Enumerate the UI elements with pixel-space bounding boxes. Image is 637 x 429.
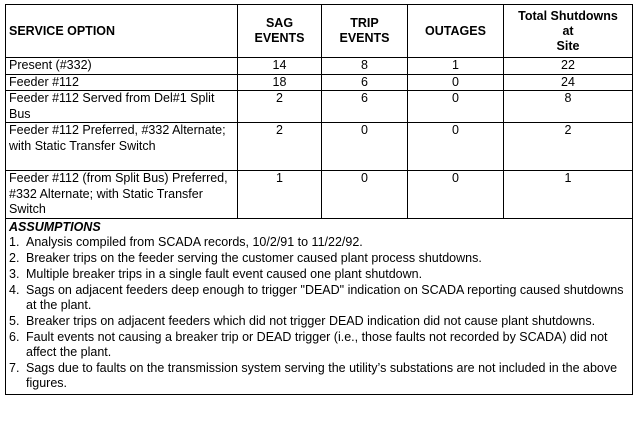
assumptions-list	[9, 235, 629, 391]
assumption-text: Sags on adjacent feeders deep enough to trigger "DEAD" indication on SCADA reporting caused shutdowns at the plant.	[26, 283, 624, 312]
cell-outages: 0	[408, 91, 504, 123]
cell-sag-events: 2	[238, 123, 322, 171]
cell-service-option: Feeder #112 (from Split Bus) Preferred, #332 Alternate; with Static Transfer Switch	[6, 171, 238, 219]
table-row	[6, 123, 633, 171]
cell-service-option: Present (#332)	[6, 58, 238, 75]
cell-service-option: Feeder #112 Preferred, #332 Alternate; with Static Transfer Switch	[6, 123, 238, 171]
table-header-row	[6, 5, 633, 58]
header-trip-events: TRIP EVENTS	[322, 5, 408, 58]
assumption-number: 4.	[9, 283, 20, 297]
header-sag-events: SAG EVENTS	[238, 5, 322, 58]
assumption-item	[9, 251, 629, 266]
cell-trip-events: 6	[322, 91, 408, 123]
assumption-text: Breaker trips on adjacent feeders which did not trigger DEAD indication did not cause plant shutdowns.	[26, 314, 596, 328]
cell-outages: 0	[408, 74, 504, 91]
cell-outages: 1	[408, 58, 504, 75]
assumption-number: 5.	[9, 314, 20, 328]
assumption-number: 6.	[9, 330, 20, 344]
cell-trip-events: 8	[322, 58, 408, 75]
assumption-number: 2.	[9, 251, 20, 265]
assumption-text: Breaker trips on the feeder serving the customer caused plant process shutdowns.	[26, 251, 482, 265]
cell-sag-events: 1	[238, 171, 322, 219]
cell-outages: 0	[408, 171, 504, 219]
header-total-shutdowns: Total Shutdowns at Site	[504, 5, 633, 58]
cell-outages: 0	[408, 123, 504, 171]
assumptions-row	[6, 219, 633, 395]
table-row	[6, 58, 633, 75]
assumption-number: 1.	[9, 235, 20, 249]
table-row	[6, 171, 633, 219]
cell-total-shutdowns: 24	[504, 74, 633, 91]
table-row	[6, 91, 633, 123]
assumptions-title: ASSUMPTIONS	[9, 220, 101, 234]
cell-service-option: Feeder #112 Served from Del#1 Split Bus	[6, 91, 238, 123]
assumption-item	[9, 267, 629, 282]
cell-trip-events: 0	[322, 171, 408, 219]
service-options-table	[5, 4, 633, 395]
table-row	[6, 74, 633, 91]
cell-trip-events: 0	[322, 123, 408, 171]
header-service-option: SERVICE OPTION	[6, 5, 238, 58]
cell-sag-events: 14	[238, 58, 322, 75]
assumption-text: Analysis compiled from SCADA records, 10/2/91 to 11/22/92.	[26, 235, 363, 249]
cell-sag-events: 2	[238, 91, 322, 123]
cell-total-shutdowns: 1	[504, 171, 633, 219]
header-outages: OUTAGES	[408, 5, 504, 58]
cell-total-shutdowns: 22	[504, 58, 633, 75]
cell-service-option: Feeder #112	[6, 74, 238, 91]
assumption-item	[9, 330, 629, 360]
assumption-text: Fault events not causing a breaker trip or DEAD trigger (i.e., those faults not recorded by SCADA) did not affect the plant.	[26, 330, 608, 359]
assumptions-section	[6, 219, 633, 395]
assumption-text: Multiple breaker trips in a single fault event caused one plant shutdown.	[26, 267, 423, 281]
assumption-number: 3.	[9, 267, 20, 281]
assumption-item	[9, 235, 629, 250]
assumption-item	[9, 361, 629, 391]
assumption-item	[9, 283, 629, 313]
assumption-number: 7.	[9, 361, 20, 375]
assumption-text: Sags due to faults on the transmission system serving the utility’s substations are not included in the above figures.	[26, 361, 618, 390]
cell-sag-events: 18	[238, 74, 322, 91]
cell-total-shutdowns: 8	[504, 91, 633, 123]
cell-total-shutdowns: 2	[504, 123, 633, 171]
cell-trip-events: 6	[322, 74, 408, 91]
assumption-item	[9, 314, 629, 329]
